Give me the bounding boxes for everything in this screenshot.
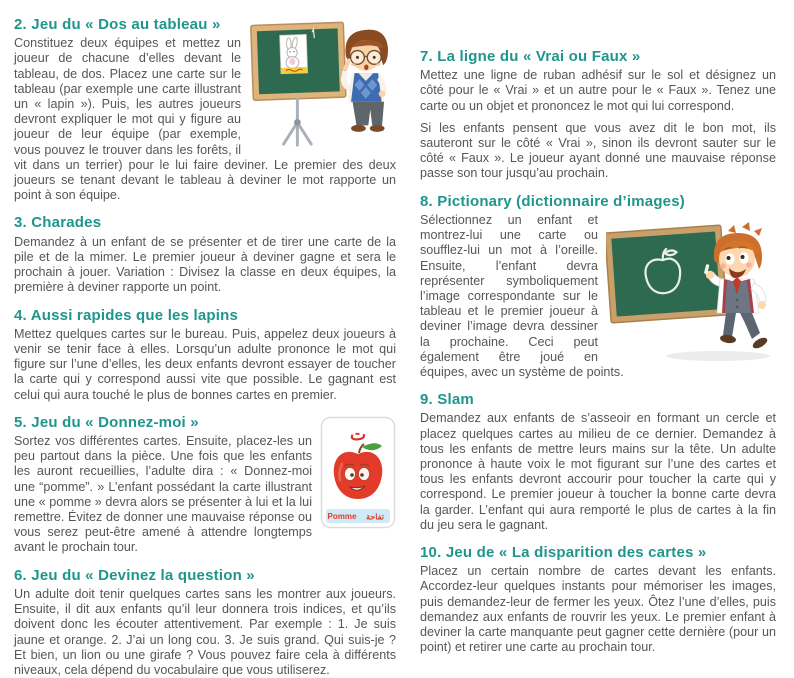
section-body-5: Sortez vos différentes cartes. Ensuite, placez-les un peu partout dans la pièce. Une fois que les enfants les auront recueillies, l’adulte dira : « Donnez-moi une “pomme”. » L’enfant possédant la carte illustrant une « pomme » devra alors se présenter à lui et la lui remettre. Évitez de donner une mauvaise réponse ou vous serez peut-être amené à attendre longtemps avant le prochain tour. bbox=[14, 434, 312, 555]
section-body-3: Demandez à un enfant de se présenter et de tirer une carte de la pile et de la mimer. Le premier joueur à deviner gagne et sera le prochain à jouer. Variation : Divisez la classe en deux équipes, la première à deviner rapporte un point. bbox=[14, 234, 396, 295]
section-body-4: Mettez quelques cartes sur le bureau. Puis, appelez deux joueurs à venir se tenir face à elles. Lorsqu’un adulte prononce le mot qui figure sur l’une d’elles, les deux enfants devront essayer de toucher la carte qui y correspond aussi vite que possible. Le gagnant est celui qui aura touché le plus de bonnes cartes en premier. bbox=[14, 326, 396, 402]
shoe bbox=[720, 334, 737, 344]
ground-shadow bbox=[666, 351, 770, 361]
boy-chalkboard-illustration bbox=[606, 215, 776, 363]
mouth bbox=[364, 64, 368, 70]
teacher-boy bbox=[341, 30, 388, 132]
section-title-5: 5. Jeu du « Donnez-moi » bbox=[14, 413, 199, 431]
section-donnez-moi bbox=[14, 414, 396, 556]
section-aussi-rapides bbox=[14, 307, 396, 403]
teacher-blackboard-illustration bbox=[248, 18, 396, 150]
section-disparition-des-cartes bbox=[420, 544, 776, 655]
section-body-7a: Mettez une ligne de ruban adhésif sur le sol et désignez un côté pour le « Vrai » et un autre pour le « Faux ». Tenez une carte ou un objet et prononcez le mot qui lui correspond. bbox=[420, 68, 776, 113]
apple-flashcard-icon bbox=[320, 416, 396, 532]
section-body-8: Sélectionnez un enfant et montrez-lui une carte ou soufflez-lui un mot à l’oreille. Ensuite, l’enfant devra représenter symboliquement l’image correspondante sur le tableau et le premier joueur à deviner l’image devra dessiner la prochaine. Ceci peut également être joué en équipes, avec un système de points. bbox=[420, 212, 624, 379]
section-slam bbox=[420, 391, 776, 533]
section-vrai-ou-faux bbox=[420, 48, 776, 182]
rabbit-card bbox=[280, 34, 308, 73]
pants bbox=[353, 102, 385, 126]
boy-drawing-apple-icon bbox=[606, 215, 776, 363]
section-dos-au-tableau bbox=[14, 16, 396, 203]
section-title-4: 4. Aussi rapides que les lapins bbox=[14, 306, 239, 324]
section-body-9: Demandez aux enfants de s’asseoir en formant un cercle et placez quelques cartes au milieu de ce dernier. Demandez à tous les enfants de mettre leurs mains sur la tête. Un adulte prononce à haute voix le mot figurant sur l’une des cartes et tous les enfants devront accourir pour toucher la carte qui y correspond. Le premier joueur à toucher la bonne carte devra la garder. L’enfant qui aura remporté le plus de cartes à la fin du jeu sera le gagnant. bbox=[420, 411, 776, 532]
section-title-7: 7. La ligne du « Vrai ou Faux » bbox=[420, 48, 641, 65]
section-title-10: 10. Jeu de « La disparition des cartes » bbox=[420, 544, 707, 562]
section-title-3: 3. Charades bbox=[14, 214, 102, 232]
shoe bbox=[370, 125, 385, 132]
section-title-9: 9. Slam bbox=[420, 391, 474, 409]
section-body-2: Constituez deux équipes et mettez un joueur de chacune d’elles devant le tableau, de dos. Placez une carte sur le tableau (par exemple une carte illustrant un « lapin »). Puis, les autres joueurs devront expliquer le mot qui y figure au joueur de leur équipe (par exemple, vous pouvez le trouver dans les forêts, il vit dans un terrier) pour le lui faire deviner. Le premier des deux joueurs se tenant devant le tableau à deviner le mot rapporte un point à son équipe. bbox=[14, 36, 396, 203]
section-pictionary bbox=[420, 193, 776, 380]
section-body-6: Un adulte doit tenir quelques cartes sans les montrer aux joueurs. Ensuite, il dit aux enfants qu’il leur donnera trois indices, et qu’ils doivent donc les écouter attentivement. Par exemple : 1. Je suis jaune et orange. 2. J’ai un long cou. 3. Je suis grand. Qui suis-je ? Et bien, un lion ou une girafe ? Vous pouvez faire cela à différents niveaux, cela dépend du vocabulaire que vous utiliserez. bbox=[14, 586, 396, 677]
section-body-7b: Si les enfants pensent que vous avez dit le bon mot, ils sauteront sur le côté « Vrai », sinon ils devront sauter sur le côté « Faux ». Le joueur ayant donné une mauvaise réponse passe son tour jusqu’au prochain. bbox=[420, 120, 776, 181]
section-title-8: 8. Pictionary (dictionnaire d’images) bbox=[420, 192, 685, 210]
card-label-french: Pomme bbox=[327, 511, 357, 521]
teacher-blackboard-icon bbox=[248, 18, 396, 150]
shoe bbox=[751, 335, 769, 350]
section-devinez-la-question bbox=[14, 567, 396, 678]
section-charades bbox=[14, 214, 396, 295]
arabic-letter: ت bbox=[349, 424, 367, 444]
section-body-10: Placez un certain nombre de cartes devant les enfants. Accordez-leur quelques instants pour mémoriser les images, puis demandez-leur de fermer les yeux. Ôtez l’une d’elles, puis demandez aux enfants de rouvrir les yeux. Le premier enfant à deviner la carte manquante peut gagner cette dernière (pour un point) et retirer une carte au prochain tour. bbox=[420, 564, 776, 655]
section-title-6: 6. Jeu du « Devinez la question » bbox=[14, 566, 255, 584]
apple-card-illustration bbox=[320, 416, 396, 532]
blackboard bbox=[251, 22, 346, 100]
section-title-2: 2. Jeu du « Dos au tableau » bbox=[14, 16, 221, 33]
left-column bbox=[14, 14, 396, 677]
tripod-hub bbox=[294, 119, 301, 126]
card-label-arabic: تفاحة bbox=[366, 512, 384, 522]
shoe bbox=[351, 125, 366, 132]
right-column bbox=[420, 14, 776, 655]
